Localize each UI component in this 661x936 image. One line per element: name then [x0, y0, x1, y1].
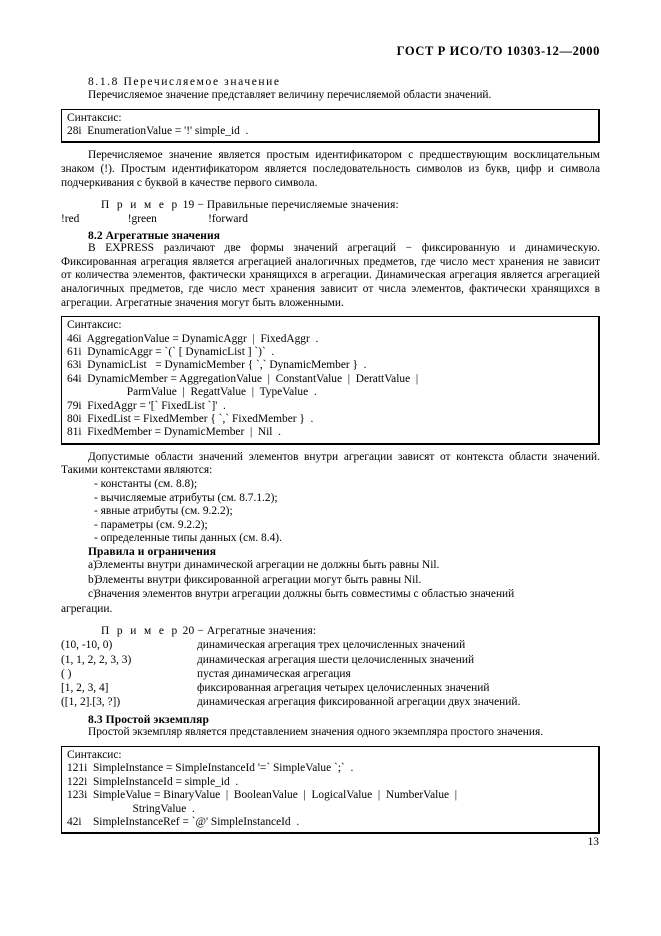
- constraint-label: b): [88, 573, 98, 586]
- grammar-rule: 122i SimpleInstanceId = simple_id .: [67, 775, 239, 788]
- example-value: (1, 1, 2, 2, 3, 3): [61, 653, 132, 666]
- example-value: (10, -10, 0): [61, 639, 113, 652]
- syntax-box-8-3: [61, 746, 600, 834]
- example-19-values: !red !green !forward: [61, 213, 248, 226]
- example-19-dash: −: [197, 199, 204, 212]
- list-item: - параметры (см. 9.2.2);: [94, 518, 208, 531]
- example-19-caption: Правильные перечисляемые значения:: [206, 199, 399, 212]
- constraint-label: c): [88, 588, 97, 601]
- paragraph-8-3-description: Простой экземпляр является представлением значения одного экземпляра простого значения.: [88, 726, 544, 739]
- constraint-c-continuation: агрегации.: [61, 602, 113, 615]
- syntax-box-8-2: [61, 316, 600, 445]
- example-value: ( ): [61, 667, 72, 680]
- context-bullet-list: [61, 478, 600, 546]
- table-row: [61, 667, 520, 681]
- example-20-title: [61, 625, 600, 637]
- list-item: [61, 587, 600, 602]
- grammar-rule: 63i DynamicList = DynamicMember { `,` DynamicMember } .: [67, 359, 367, 372]
- grammar-rule: 121i SimpleInstance = SimpleInstanceId '=` SimpleValue `;` .: [67, 762, 354, 775]
- list-item: - константы (см. 8.8);: [94, 478, 198, 490]
- constraints-list: [61, 558, 600, 602]
- grammar-rule: 46i AggregationValue = DynamicAggr | FixedAggr .: [67, 332, 319, 345]
- example-19-title: [61, 199, 600, 211]
- grammar-rule-continuation: StringValue .: [67, 802, 195, 815]
- list-item: - явные атрибуты (см. 9.2.2);: [94, 505, 233, 518]
- grammar-rule: 80i FixedList = FixedMember { `,` FixedMember } .: [67, 413, 314, 425]
- heading-rules-and-constraints: Правила и ограничения: [88, 545, 217, 558]
- table-row: [61, 653, 520, 667]
- example-20-caption: Агрегатные значения:: [206, 625, 317, 638]
- paragraph-8-1-8-intro: Перечисляемое значение представляет величину перечисляемой области значений.: [88, 89, 492, 101]
- syntax-label: Синтаксис:: [67, 319, 122, 332]
- page-header-standard-number: ГОСТ Р ИСО/ТО 10303-12—2000: [396, 44, 600, 58]
- list-item: [61, 573, 600, 588]
- grammar-rule-continuation: ParmValue | RegattValue | TypeValue .: [67, 386, 317, 399]
- paragraph-8-1-8-description: Перечисляемое значение является простым идентификатором с предшествующим восклицательным знаком (!). Простым идентификатором является последовательность символов из букв, цифр и символа подчеркивания с буквой в качестве первого символа.: [61, 149, 600, 189]
- document-body: [61, 76, 600, 840]
- example-20-prefix: П р и м е р: [101, 625, 180, 638]
- table-row: [61, 681, 520, 695]
- example-description: пустая динамическая агрегация: [197, 667, 351, 680]
- example-20-table: [61, 638, 520, 709]
- paragraph-8-2-description: В EXPRESS различают две формы значений агрегаций − фиксированную и динамическую. Фиксированная агрегация является агрегацией аналогичных предметов, где число мест хранения не зависит от количества элементов, фактически хранящихся в агрегации. Динамическая агрегация является агрегацией аналогичных предметов, где число мест хранения зависит от числа элементов, фактически хранящихся в агрегации. Агрегатные значения могут быть вложенными.: [61, 242, 600, 309]
- grammar-rule: 42i SimpleInstanceRef = `@' SimpleInstanceId .: [67, 815, 300, 828]
- example-19-prefix: П р и м е р: [101, 199, 180, 212]
- example-value: [1, 2, 3, 4]: [61, 681, 109, 694]
- grammar-rule: 64i DynamicMember = AggregationValue | ConstantValue | DerattValue |: [67, 372, 419, 385]
- example-description: динамическая агрегация трех целочисленных значений: [197, 639, 466, 652]
- grammar-rule: 123i SimpleValue = BinaryValue | BooleanValue | LogicalValue | NumberValue |: [67, 789, 458, 802]
- paragraph-8-2-contexts: Допустимые области значений элементов внутри агрегации зависят от контекста области значений. Такими контекстами являются:: [61, 450, 600, 477]
- heading-8-3: 8.3 Простой экземпляр: [88, 714, 209, 727]
- list-item: - определенные типы данных (см. 8.4).: [94, 532, 282, 545]
- table-row: [61, 638, 520, 652]
- syntax-label: Синтаксис:: [67, 111, 122, 124]
- constraint-text: Значения элементов внутри агрегации должны быть совместимы с областью значений: [95, 588, 515, 601]
- example-description: динамическая агрегация шести целочисленных значений: [197, 653, 475, 666]
- constraint-label: a): [88, 558, 97, 571]
- constraint-text: Элементы внутри динамической агрегации не должны быть равны Nil.: [95, 558, 440, 571]
- example-description: динамическая агрегация фиксированной агрегации двух значений.: [197, 696, 521, 709]
- heading-8-2: 8.2 Агрегатные значения: [88, 230, 221, 243]
- list-item: - вычисляемые атрибуты (см. 8.7.1.2);: [94, 491, 278, 504]
- grammar-rule: 79i FixedAggr = '[` FixedList `]' .: [67, 399, 226, 412]
- table-row: [61, 695, 520, 709]
- heading-8-1-8: 8.1.8 Перечисляемое значение: [88, 76, 281, 88]
- list-item: [61, 558, 600, 573]
- example-description: фиксированная агрегация четырех целочисленных значений: [197, 681, 490, 694]
- syntax-box-8-1-8: [61, 109, 600, 144]
- grammar-rule: 81i FixedMember = DynamicMember | Nil .: [67, 426, 282, 439]
- page-number: 13: [587, 836, 599, 848]
- grammar-rule: 28i EnumerationValue = '!' simple_id .: [67, 125, 249, 137]
- example-value: ([1, 2].[3, ?]): [61, 696, 121, 709]
- grammar-rule: 61i DynamicAggr = `(` [ DynamicList ] `)` .: [67, 345, 275, 358]
- syntax-label: Синтаксис:: [67, 748, 122, 761]
- example-20-number: 20: [182, 625, 195, 638]
- example-19-number: 19: [182, 199, 195, 212]
- constraint-text: Элементы внутри фиксированной агрегации могут быть равны Nil.: [95, 573, 422, 586]
- example-20-dash: −: [197, 625, 204, 638]
